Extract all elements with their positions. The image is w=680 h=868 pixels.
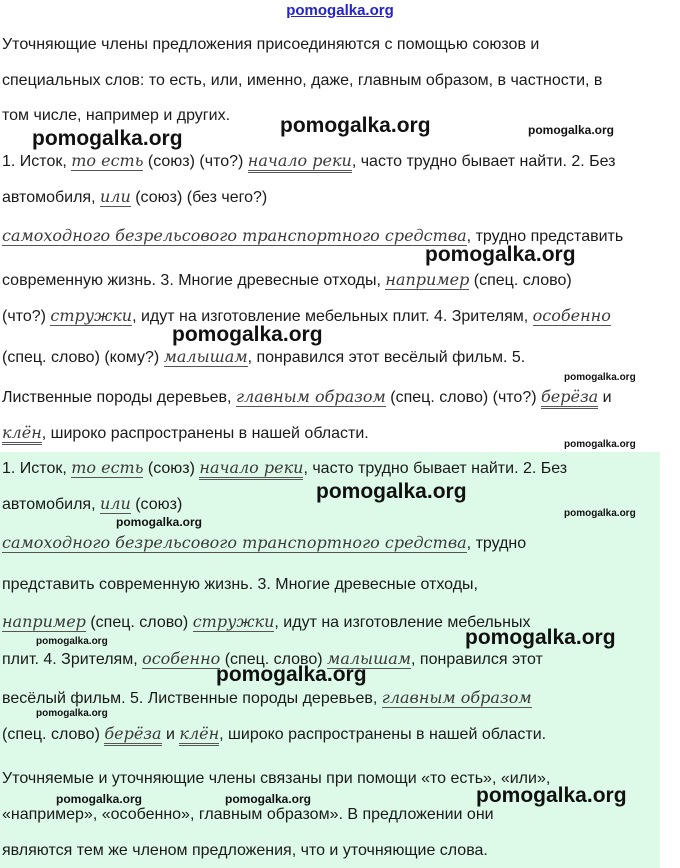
watermark: pomogalka.org: [36, 636, 108, 647]
watermark: pomogalka.org: [172, 323, 323, 346]
handwritten-word: главным образом: [235, 387, 386, 406]
block2-line-3: самоходного безрельсового транспортного средства, трудно: [2, 533, 527, 552]
handwritten-word: самоходного безрельсового транспортного средства: [2, 533, 467, 552]
handwritten-word: то есть: [71, 458, 144, 477]
handwritten-word: самоходного безрельсового транспортного средства: [2, 226, 467, 245]
block1-line-3: самоходного безрельсового транспортного средства, трудно представить: [2, 226, 624, 245]
block2-line-7: весёлый фильм. 5. Лиственные породы деревьев, главным образом: [2, 688, 532, 707]
watermark: pomogalka.org: [32, 127, 183, 150]
watermark: pomogalka.org: [116, 515, 203, 529]
block2-line-5: например (спец. слово) стружки, идут на изготовление мебельных: [2, 612, 531, 631]
block1-line-8: клён, широко распространены в нашей области.: [2, 423, 369, 443]
block1-line-4: современную жизнь. 3. Многие древесные отходы, например (спец. слово): [2, 270, 572, 289]
handwritten-word: или: [99, 187, 131, 206]
block1-line-1: 1. Исток, то есть (союз) (что?) начало реки, часто трудно бывает найти. 2. Без: [2, 151, 616, 171]
intro-line-1: Уточняющие члены предложения присоединяются с помощью союзов и: [2, 36, 540, 53]
watermark: pomogalka.org: [280, 114, 431, 137]
block2-line-6: плит. 4. Зрителям, особенно (спец. слово) малышам, понравился этот: [2, 649, 543, 668]
block1-line-6: (спец. слово) (кому?) малышам, понравился этот весёлый фильм. 5.: [2, 347, 526, 366]
watermark: pomogalka.org: [564, 508, 636, 519]
outro-line-3: являются тем же членом предложения, что и уточняющие слова.: [2, 842, 488, 859]
intro-line-3: том числе, например и других.: [2, 107, 231, 124]
handwritten-word: или: [99, 494, 131, 513]
watermark: pomogalka.org: [528, 123, 615, 137]
handwritten-word: клён: [179, 724, 219, 746]
watermark: pomogalka.org: [465, 626, 616, 649]
block2-line-2: автомобиля, или (союз): [2, 494, 183, 513]
block2-line-1: 1. Исток, то есть (союз) начало реки, часто трудно бывает найти. 2. Без: [2, 458, 567, 478]
handwritten-word: берёза: [541, 387, 598, 409]
watermark: pomogalka.org: [56, 792, 143, 806]
watermark: pomogalka.org: [564, 439, 636, 450]
watermark: pomogalka.org: [476, 784, 627, 807]
watermark: pomogalka.org: [216, 663, 367, 686]
handwritten-word: малышам: [327, 649, 412, 668]
header-watermark[interactable]: pomogalka.org: [286, 2, 394, 19]
block2-line-8: (спец. слово) берёза и клён, широко распространены в нашей области.: [2, 724, 546, 744]
handwritten-word: малышам: [163, 347, 248, 366]
handwritten-word: особенно: [532, 306, 611, 325]
block2-line-4: представить современную жизнь. 3. Многие древесные отходы,: [2, 576, 478, 593]
watermark: pomogalka.org: [316, 480, 467, 503]
handwritten-word: берёза: [104, 724, 161, 746]
handwritten-word: начало реки: [248, 151, 352, 173]
intro-line-2: специальных слов: то есть, или, именно, даже, главным образом, в частности, в: [2, 72, 603, 89]
watermark: pomogalka.org: [425, 243, 576, 266]
watermark: pomogalka.org: [225, 792, 312, 806]
handwritten-word: особенно: [142, 649, 221, 668]
handwritten-word: начало реки: [199, 458, 303, 480]
outro-line-1: Уточняемые и уточняющие члены связаны при помощи «то есть», «или»,: [2, 770, 551, 787]
handwritten-word: то есть: [71, 151, 144, 170]
handwritten-word: например: [2, 612, 86, 631]
handwritten-word: стружки: [50, 306, 133, 325]
outro-line-2: «например», «особенно», главным образом». В предложении они: [2, 806, 494, 823]
handwritten-word: стружки: [192, 612, 275, 631]
block1-line-2: автомобиля, или (союз) (без чего?): [2, 187, 268, 206]
handwritten-word: например: [385, 270, 470, 289]
handwritten-word: главным образом: [381, 688, 532, 707]
watermark: pomogalka.org: [36, 708, 108, 719]
watermark: pomogalka.org: [564, 372, 636, 383]
block1-line-5: (что?) стружки, идут на изготовление мебельных плит. 4. Зрителям, особенно: [2, 306, 611, 325]
block1-line-7: Лиственные породы деревьев, главным образом (спец. слово) (что?) берёза и: [2, 387, 612, 407]
handwritten-word: клён: [2, 423, 42, 445]
